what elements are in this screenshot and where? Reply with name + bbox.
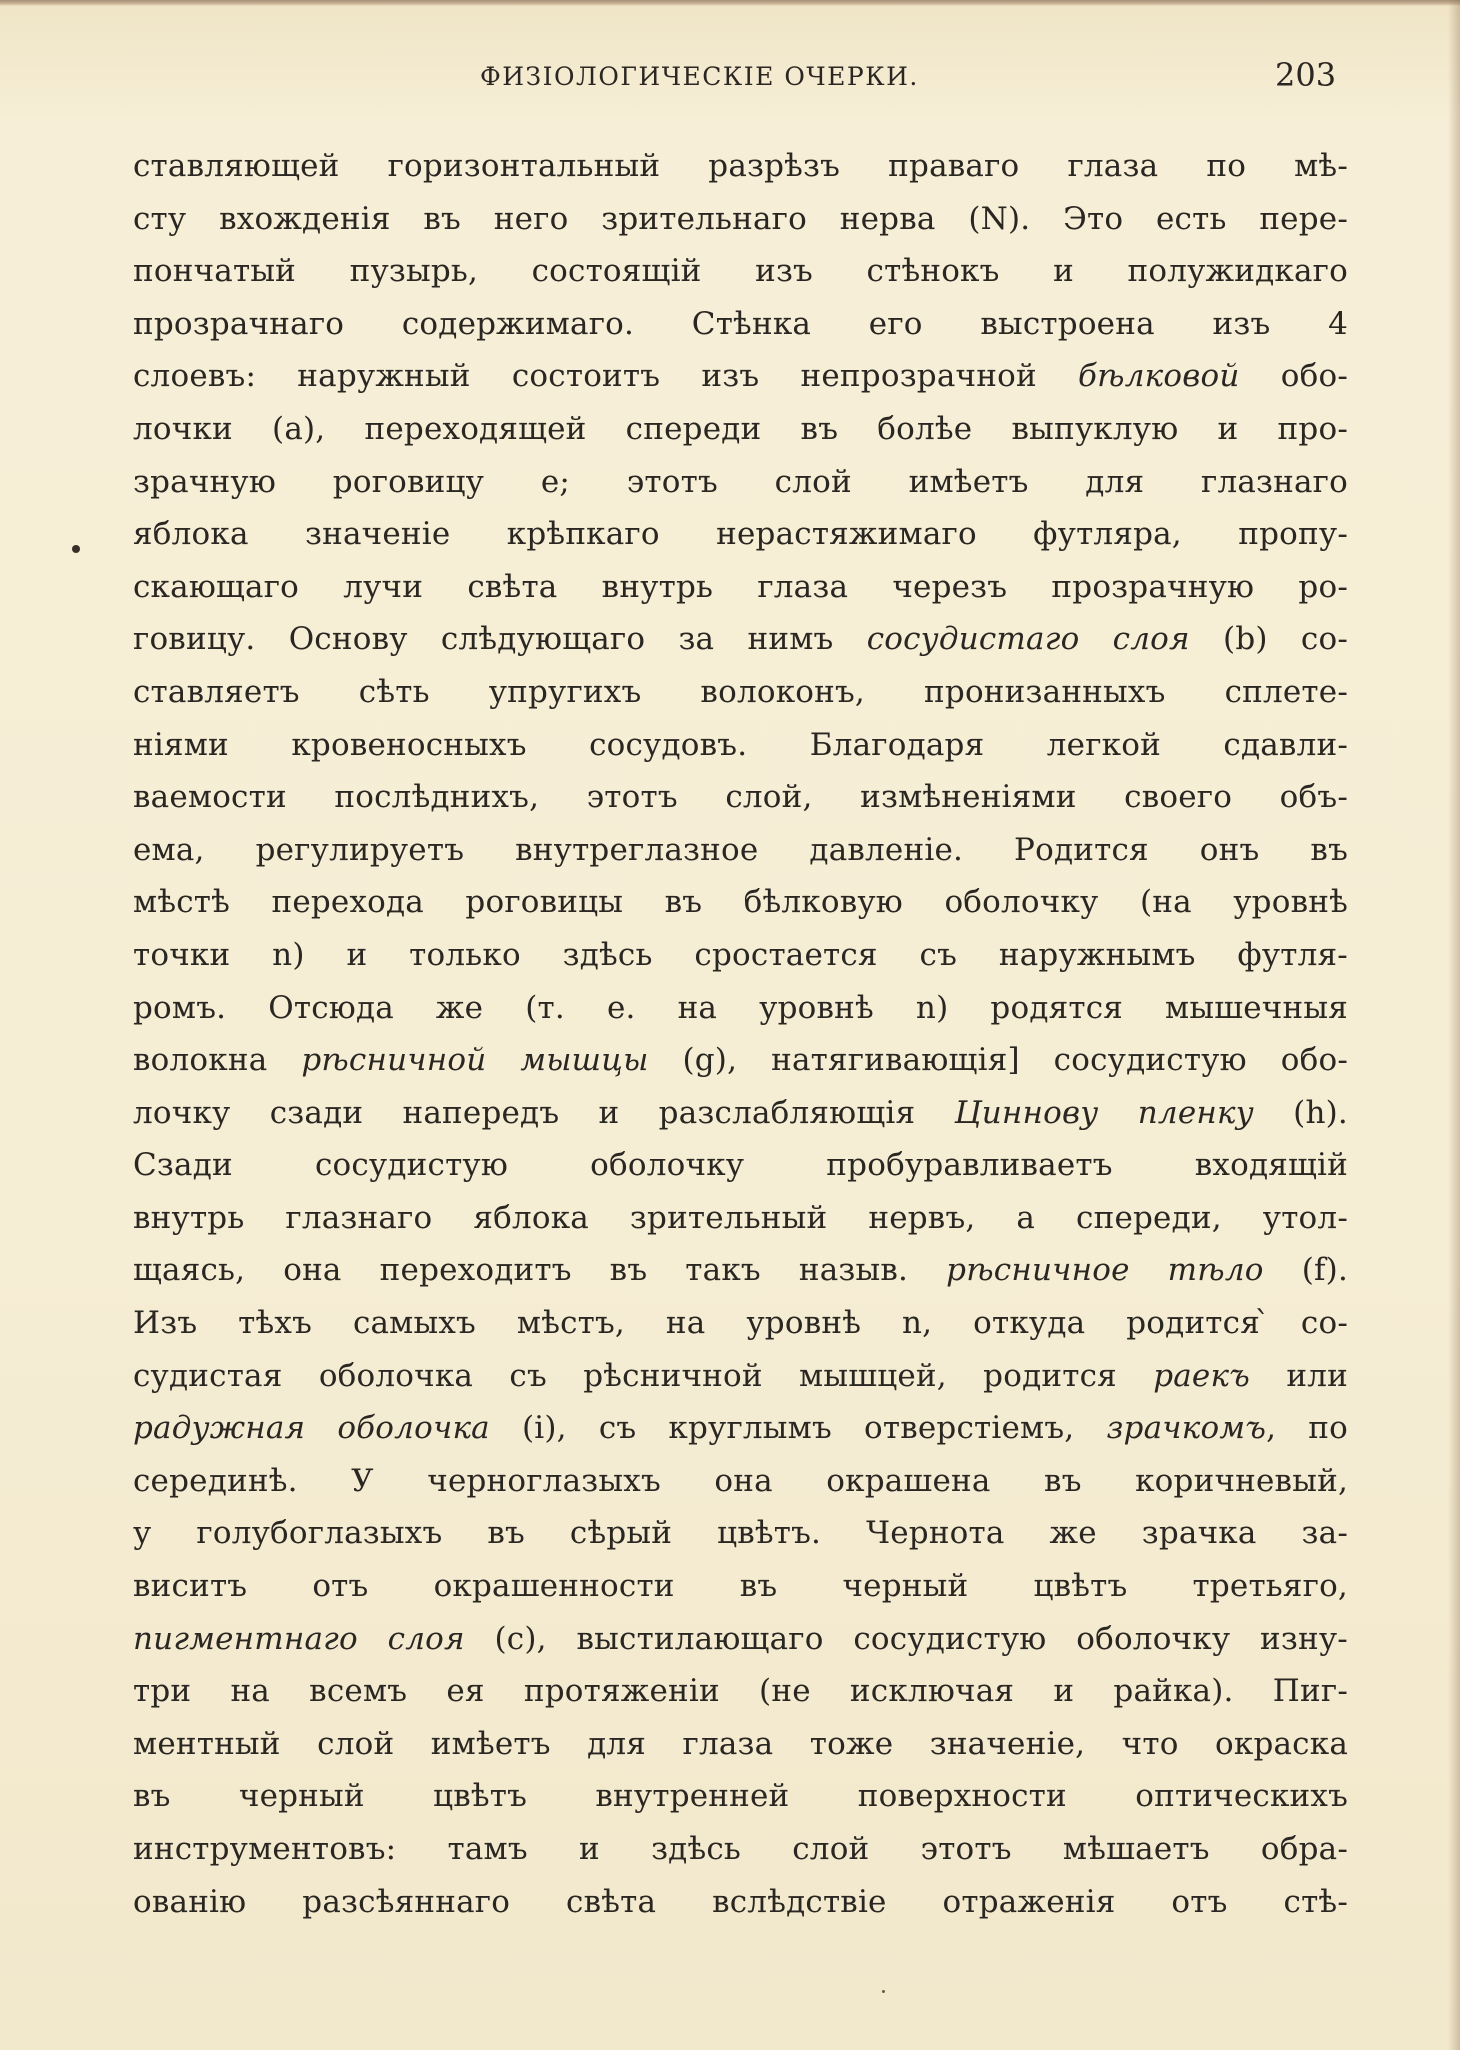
text-line: ваемости послѣднихъ, этотъ слой, измѣненіями своего объ- — [133, 779, 1348, 816]
italic-term: зрачкомъ — [1106, 1410, 1267, 1447]
paper-speck — [882, 1990, 885, 1993]
text-line: ставляетъ сѣть упругихъ волоконъ, пронизанныхъ сплете- — [133, 673, 1348, 710]
italic-term: рѣсничное тѣло — [946, 1252, 1264, 1289]
text-line: говицу. Основу слѣдующаго за нимъ сосудистаго слоя (b) со- — [133, 621, 1349, 658]
text-line: внутрь глазнаго яблока зрительный нервъ, а спереди, утол- — [133, 1199, 1348, 1236]
text-line: инструментовъ: тамъ и здѣсь слой этотъ мѣшаетъ обра- — [133, 1831, 1348, 1867]
text-line: слоевъ: наружный состоитъ изъ непрозрачной бѣлковой обо- — [133, 358, 1348, 395]
text-line: лочки (a), переходящей спереди въ болѣе выпуклую и про- — [133, 410, 1348, 447]
text-line: волокна рѣсничной мышцы (g), натягивающія] сосудистую обо- — [133, 1042, 1348, 1079]
text-line: прозрачнаго содержимаго. Стѣнка его выстроена изъ 4 — [133, 305, 1348, 342]
italic-term: пигментнаго слоя — [133, 1620, 465, 1657]
text-line: щаясь, она переходитъ въ такъ назыв. рѣсничное тѣло (f). — [133, 1252, 1349, 1289]
text-line: ема, регулируетъ внутреглазное давленіе. Родится онъ въ — [133, 831, 1348, 868]
text-line: пигментнаго слоя (c), выстилающаго сосудистую оболочку изну- — [133, 1620, 1348, 1657]
text-line: ставляющей горизонтальный разрѣзъ праваго глаза по мѣ- — [133, 148, 1348, 184]
italic-term: раекъ — [1153, 1357, 1251, 1394]
text-line: лочку сзади напередъ и разслабляющія Циннову пленку (h). — [133, 1094, 1348, 1131]
text-line: точки n) и только здѣсь сростается съ наружнымъ футля- — [133, 936, 1348, 973]
text-line: скающаго лучи свѣта внутрь глаза черезъ прозрачную ро- — [133, 568, 1348, 605]
text-line: ментный слой имѣетъ для глаза тоже значеніе, что окраска — [133, 1725, 1348, 1762]
italic-term: сосудистаго слоя — [866, 621, 1190, 658]
text-line: яблока значеніе крѣпкаго нерастяжимаго футляра, пропу- — [133, 516, 1348, 553]
text-line: ованію разсѣяннаго свѣта вслѣдствіе отраженія отъ стѣ- — [133, 1883, 1348, 1920]
text-line: радужная оболочка (i), съ круглымъ отверстіемъ, зрачкомъ, по — [133, 1410, 1348, 1447]
text-line: у голубоглазыхъ въ сѣрый цвѣтъ. Чернота же зрачка за- — [133, 1515, 1348, 1552]
text-line: въ черный цвѣтъ внутренней поверхности оптическихъ — [133, 1778, 1348, 1815]
text-line: Изъ тѣхъ самыхъ мѣстъ, на уровнѣ n, откуда родится ̀со- — [133, 1305, 1348, 1342]
text-line: виситъ отъ окрашенности въ черный цвѣтъ третьяго, — [133, 1568, 1348, 1605]
text-line: пончатый пузырь, состоящій изъ стѣнокъ и полужидкаго — [133, 253, 1348, 290]
text-line: Сзади сосудистую оболочку пробуравливаетъ входящій — [133, 1147, 1348, 1184]
italic-term: бѣлковой — [1078, 358, 1240, 395]
margin-dot-mark — [72, 545, 80, 553]
page-number: 203 — [1275, 56, 1337, 94]
text-line: сту вхожденія въ него зрительнаго нерва (N). Это есть пере- — [133, 200, 1348, 237]
text-line: мѣстѣ перехода роговицы въ бѣлковую оболочку (на уровнѣ — [133, 884, 1348, 921]
page-top-edge — [0, 0, 1460, 6]
text-line: судистая оболочка съ рѣсничной мышцей, родится раекъ или — [133, 1357, 1348, 1394]
text-line: три на всемъ ея протяженіи (не исключая и райка). Пиг- — [133, 1673, 1348, 1710]
italic-term: рѣсничной мышцы — [301, 1042, 649, 1079]
text-line: ромъ. Отсюда же (т. е. на уровнѣ n) родятся мышечныя — [133, 989, 1348, 1026]
text-line: серединѣ. У черноглазыхъ она окрашена въ коричневый, — [133, 1462, 1348, 1499]
text-line: ніями кровеносныхъ сосудовъ. Благодаря легкой сдавли- — [133, 726, 1348, 763]
body-text — [133, 140, 1348, 1928]
italic-term: Циннову пленку — [954, 1094, 1254, 1131]
running-head: ФИЗІОЛОГИЧЕСКІЕ ОЧЕРКИ. — [480, 62, 919, 91]
page-right-edge-shadow — [1448, 0, 1460, 2050]
text-line: зрачную роговицу e; этотъ слой имѣетъ для глазнаго — [133, 463, 1348, 500]
italic-term: радужная оболочка — [133, 1410, 490, 1447]
